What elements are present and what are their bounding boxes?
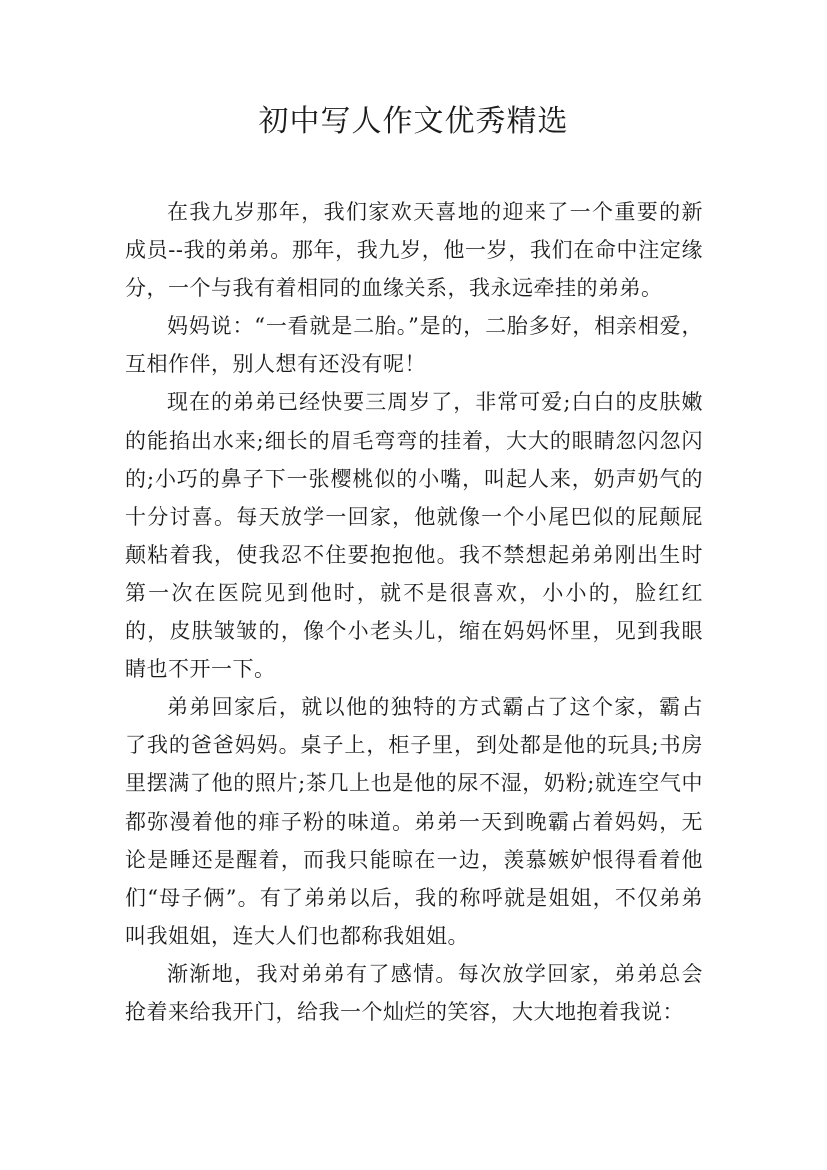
document-body [125,193,703,1031]
paragraph-3: 现在的弟弟已经快要三周岁了，非常可爱;白白的皮肤嫩的能掐出水来;细长的眉毛弯弯的挂着，大大的眼睛忽闪忽闪的;小巧的鼻子下一张樱桃似的小嘴，叫起人来，奶声奶气的十分讨喜。每天放学一回家，他就像一个小尾巴似的屁颠屁颠粘着我，使我忍不住要抱抱他。我不禁想起弟弟刚出生时第一次在医院见到他时，就不是很喜欢，小小的，脸红红的，皮肤皱皱的，像个小老头儿，缩在妈妈怀里，见到我眼睛也不开一下。 [125,390,703,682]
document-title: 初中写人作文优秀精选 [258,104,569,139]
paragraph-5: 渐渐地，我对弟弟有了感情。每次放学回家，弟弟总会抢着来给我开门，给我一个灿烂的笑容，大大地抱着我说： [125,961,703,1024]
paragraph-1: 在我九岁那年，我们家欢天喜地的迎来了一个重要的新成员--我的弟弟。那年，我九岁，他一岁，我们在命中注定缘分，一个与我有着相同的血缘关系，我永远牵挂的弟弟。 [125,200,703,301]
paragraph-2: 妈妈说：“一看就是二胎。”是的，二胎多好，相亲相爱，互相作伴，别人想有还没有呢！ [125,314,703,377]
paragraph-4: 弟弟回家后，就以他的独特的方式霸占了这个家，霸占了我的爸爸妈妈。桌子上，柜子里，到处都是他的玩具;书房里摆满了他的照片;茶几上也是他的尿不湿，奶粉;就连空气中都弥漫着他的痱子粉的味道。弟弟一天到晚霸占着妈妈，无论是睡还是醒着，而我只能晾在一边，羡慕嫉妒恨得看着他们“母子俩”。有了弟弟以后，我的称呼就是姐姐，不仅弟弟叫我姐姐，连大人们也都称我姐姐。 [125,695,703,948]
